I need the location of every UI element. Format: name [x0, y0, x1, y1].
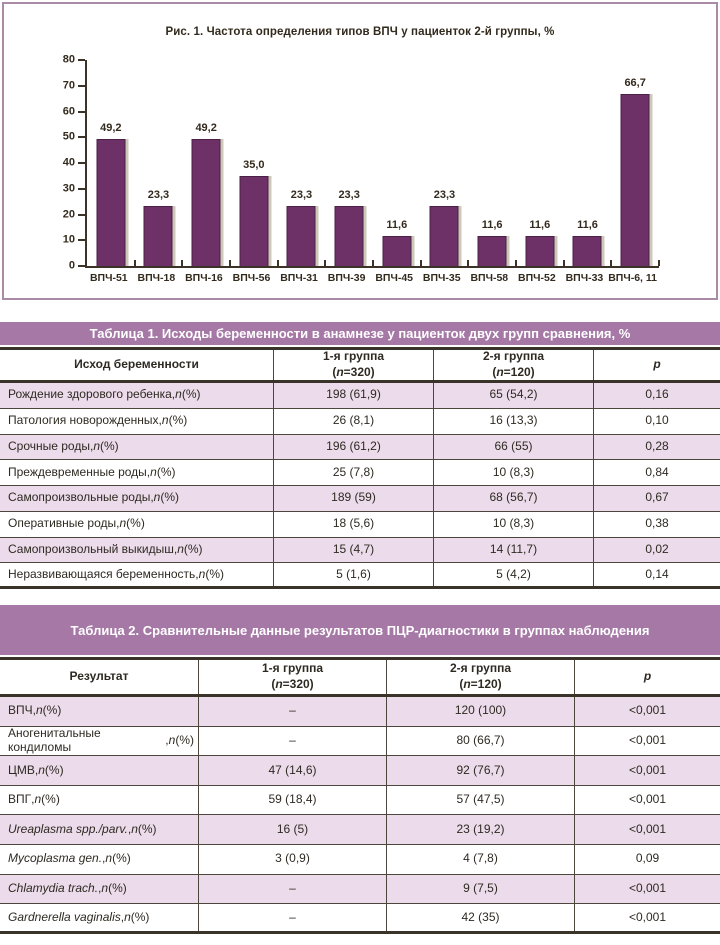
y-tick-mark [78, 239, 85, 241]
group2-value-cell: 23 (19,2) [387, 815, 575, 844]
bar-ВПЧ-56 [239, 176, 268, 266]
bar-value-label: 23,3 [147, 189, 170, 202]
group1-value-cell: 196 (61,2) [274, 435, 434, 460]
group2-value-cell: 66 (55) [434, 435, 594, 460]
bar-ВПЧ-31 [287, 206, 316, 266]
row-label-cell: ВПЧ , n (%) [0, 697, 199, 726]
table-row [0, 383, 720, 409]
table2-header-group1: 1-я группа (n=320) [199, 660, 387, 694]
group2-value-cell: 57 (47,5) [387, 786, 575, 815]
group2-value-cell: 16 (13,3) [434, 409, 594, 434]
table1-header-group2: 2-я группа (n=120) [434, 350, 594, 380]
bar-value-label: 23,3 [433, 189, 456, 202]
group1-value-cell: 198 (61,9) [274, 383, 434, 408]
bar-group [468, 60, 516, 266]
y-tick-label: 50 [62, 130, 75, 143]
y-tick-label: 0 [68, 259, 75, 272]
row-label-cell: Срочные роды , n (%) [0, 435, 274, 460]
table1-header-row [0, 347, 720, 383]
group2-value-cell: 5 (4,2) [434, 563, 594, 586]
table1-body [0, 383, 720, 589]
row-label-cell: ВПГ , n (%) [0, 786, 199, 815]
row-label-cell: Chlamydia trach. , n (%) [0, 875, 199, 904]
x-category-label: ВПЧ-33 [565, 272, 604, 284]
bar-group [373, 60, 421, 266]
p-value-cell: 0,84 [645, 464, 669, 479]
group1-value-cell: 5 (1,6) [274, 563, 434, 586]
group2-value-cell: 9 (7,5) [387, 875, 575, 904]
y-tick-mark [78, 136, 85, 138]
bar-value-label: 11,6 [481, 219, 503, 232]
table-row [0, 845, 720, 875]
bar-ВПЧ-35 [430, 206, 459, 266]
p-value-cell: 0,10 [645, 413, 669, 428]
p-value-cell: <0,001 [628, 880, 667, 895]
table2 [0, 605, 720, 934]
p-value-cell: 0,16 [645, 387, 669, 402]
table-row [0, 486, 720, 512]
p-value-cell: 0,38 [645, 516, 669, 531]
bar-value-label: 23,3 [290, 189, 313, 202]
table2-header-row [0, 657, 720, 697]
group1-value-cell: 189 (59) [274, 486, 434, 511]
group1-value-cell: – [199, 875, 387, 904]
group2-value-cell: 80 (66,7) [387, 727, 575, 756]
bar-chart [62, 53, 659, 284]
row-label-cell: Самопроизвольный выкидыш , n (%) [0, 538, 274, 563]
bar-group [516, 60, 564, 266]
group1-value-cell: 15 (4,7) [274, 538, 434, 563]
chart-x-labels [85, 272, 657, 284]
table1-header-group1: 1-я группа (n=320) [274, 350, 434, 380]
x-category-label: ВПЧ-45 [375, 272, 413, 284]
table-row [0, 875, 720, 905]
row-label-cell: Патология новорожденных , n (%) [0, 409, 274, 434]
bar-group [87, 60, 135, 266]
bar-ВПЧ-51 [96, 139, 125, 266]
bar-value-label: 66,7 [624, 77, 646, 90]
bar-value-label: 11,6 [577, 219, 598, 232]
p-value-cell: 0,14 [645, 566, 669, 581]
group2-value-cell: 42 (35) [387, 904, 575, 931]
p-value-cell: <0,001 [628, 703, 667, 718]
row-label-cell: Самопроизвольные роды , n (%) [0, 486, 274, 511]
row-label-cell: Оперативные роды , n (%) [0, 512, 274, 537]
table-row [0, 512, 720, 538]
row-label-cell: Аногенитальные кондиломы , n (%) [0, 727, 199, 756]
table2-title: Таблица 2. Сравнительные данные результатов ПЦР-диагностики в группах наблюдения [0, 605, 720, 655]
row-label-cell: ЦМВ , n (%) [0, 756, 199, 785]
bar-ВПЧ-16 [192, 139, 221, 266]
group1-value-cell: 59 (18,4) [199, 786, 387, 815]
p-value-cell: 0,67 [645, 490, 669, 505]
x-category-label: ВПЧ-56 [232, 272, 271, 284]
x-category-label: ВПЧ-35 [422, 272, 461, 284]
bar-value-label: 23,3 [338, 189, 360, 202]
table-row [0, 409, 720, 435]
table-row [0, 904, 720, 934]
bar-group [611, 60, 659, 266]
x-category-label: ВПЧ-6, 11 [608, 272, 657, 284]
group2-value-cell: 10 (8,3) [434, 512, 594, 537]
y-tick-label: 40 [62, 156, 75, 169]
group2-value-cell: 65 (54,2) [434, 383, 594, 408]
y-tick-label: 20 [62, 208, 75, 220]
row-label-cell: Преждевременные роды , n (%) [0, 460, 274, 485]
group1-value-cell: 26 (8,1) [274, 409, 434, 434]
y-tick-mark [78, 214, 85, 216]
table1-header-p: p [653, 357, 661, 372]
bar-group [182, 60, 230, 266]
y-tick-mark [78, 188, 85, 190]
table-row [0, 727, 720, 757]
bar-group [278, 60, 326, 266]
p-value-cell: <0,001 [628, 792, 667, 807]
p-value-cell: <0,001 [628, 821, 667, 836]
group1-value-cell: 18 (5,6) [274, 512, 434, 537]
y-tick-mark [78, 85, 85, 87]
group1-value-cell: 47 (14,6) [199, 756, 387, 785]
bar-ВПЧ-58 [478, 236, 507, 266]
y-tick-mark [78, 265, 85, 267]
table-row [0, 697, 720, 727]
group1-value-cell: 16 (5) [199, 815, 387, 844]
y-tick-label: 60 [62, 105, 75, 117]
bar-group [421, 60, 469, 266]
y-tick-label: 30 [62, 182, 75, 195]
row-label-cell: Mycoplasma gen. , n (%) [0, 845, 199, 874]
x-category-label: ВПЧ-52 [518, 272, 556, 284]
table-row [0, 460, 720, 486]
table-row [0, 563, 720, 589]
bar-value-label: 35,0 [243, 158, 265, 171]
x-category-label: ВПЧ-18 [137, 272, 176, 284]
group1-value-cell: 25 (7,8) [274, 460, 434, 485]
table2-body [0, 697, 720, 934]
row-label-cell: Gardnerella vaginalis , n (%) [0, 904, 199, 931]
y-tick-label: 70 [62, 79, 75, 92]
y-tick-label: 10 [62, 233, 75, 246]
p-value-cell: 0,28 [645, 438, 669, 453]
p-value-cell: <0,001 [628, 762, 667, 777]
group2-value-cell: 120 (100) [387, 697, 575, 726]
chart-plot [62, 53, 659, 272]
row-label-cell: Рождение здорового ребенка , n (%) [0, 383, 274, 408]
table1-header-col1: Исход беременности [0, 350, 274, 380]
x-category-label: ВПЧ-16 [185, 272, 223, 284]
bar-value-label: 11,6 [529, 219, 551, 232]
table-row [0, 435, 720, 461]
group2-value-cell: 14 (11,7) [434, 538, 594, 563]
bar-group [135, 60, 183, 266]
figure-box [2, 2, 718, 300]
bar-ВПЧ-39 [335, 206, 364, 266]
row-label-cell: Неразвивающаяся беременность , n (%) [0, 563, 274, 586]
group1-value-cell: – [199, 697, 387, 726]
x-category-label: ВПЧ-51 [89, 272, 128, 284]
y-tick-mark [78, 162, 85, 164]
figure-title: Рис. 1. Частота определения типов ВПЧ у пациенток 2-й группы, % [165, 26, 555, 38]
table-row [0, 538, 720, 564]
x-axis-tick [658, 260, 660, 266]
group2-value-cell: 92 (76,7) [387, 756, 575, 785]
table-row [0, 756, 720, 786]
group1-value-cell: – [199, 904, 387, 931]
bar-value-label: 49,2 [195, 122, 217, 135]
p-value-cell: 0,09 [635, 851, 660, 866]
p-value-cell: 0,02 [645, 541, 669, 556]
y-tick-mark [78, 111, 85, 113]
p-value-cell: <0,001 [628, 732, 667, 747]
bar-ВПЧ-52 [525, 236, 554, 266]
y-tick-label: 80 [62, 53, 75, 66]
bar-ВПЧ-33 [573, 236, 602, 266]
table-row [0, 815, 720, 845]
row-label-cell: Ureaplasma spp./parv. , n (%) [0, 815, 199, 844]
group1-value-cell: 3 (0,9) [199, 845, 387, 874]
group1-value-cell: – [199, 727, 387, 756]
y-tick-mark [78, 59, 85, 61]
group2-value-cell: 68 (56,7) [434, 486, 594, 511]
group2-value-cell: 10 (8,3) [434, 460, 594, 485]
x-category-label: ВПЧ-31 [280, 272, 318, 284]
x-category-label: ВПЧ-58 [470, 272, 509, 284]
bar-ВПЧ-18 [144, 206, 173, 266]
bar-group [325, 60, 373, 266]
table2-header-col1: Результат [0, 660, 199, 694]
bar-ВПЧ-6, 11 [621, 94, 650, 266]
table2-header-group2: 2-я группа (n=120) [387, 660, 575, 694]
bar-ВПЧ-45 [382, 236, 411, 266]
p-value-cell: <0,001 [628, 909, 667, 924]
table1-title: Таблица 1. Исходы беременности в анамнезе у пациенток двух групп сравнения, % [0, 322, 720, 345]
bar-value-label: 11,6 [386, 219, 408, 232]
bar-group [230, 60, 278, 266]
x-category-label: ВПЧ-39 [327, 272, 366, 284]
table-row [0, 786, 720, 816]
group2-value-cell: 4 (7,8) [387, 845, 575, 874]
table2-header-p: p [643, 669, 652, 684]
bar-group [564, 60, 612, 266]
table1 [0, 322, 720, 589]
bar-value-label: 49,2 [100, 122, 122, 135]
